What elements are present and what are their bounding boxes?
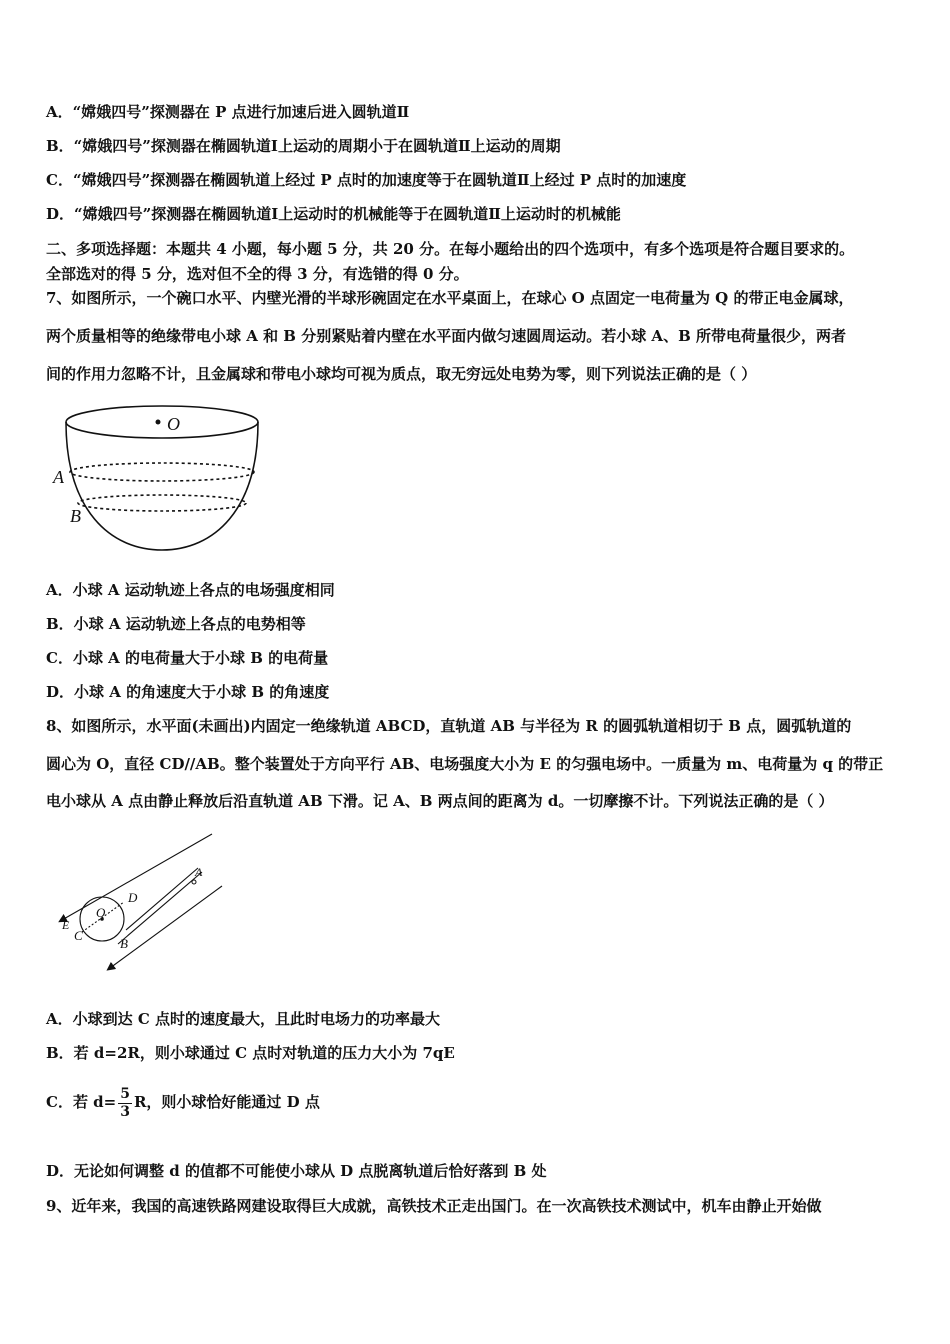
- q7-stem-line3: 间的作用力忽略不计，且金属球和带电小球均可视为质点，取无穷远处电势为零，则下列说法正确的是（ ）: [46, 365, 757, 383]
- label-e: E: [62, 918, 70, 932]
- q7-option-d: D．小球 A 的角速度大于小球 B 的角速度: [46, 683, 330, 701]
- q8-track-figure: [52, 828, 232, 978]
- q6-option-a: A．“嫦娥四号”探测器在 P 点进行加速后进入圆轨道Ⅱ: [46, 103, 410, 121]
- section2-heading-line1: 二、多项选择题：本题共 4 小题，每小题 5 分，共 20 分。在每小题给出的四个选项中，有多个选项是符合题目要求的。: [46, 240, 855, 258]
- q7-option-c: C．小球 A 的电荷量大于小球 B 的电荷量: [46, 649, 329, 667]
- label-c: C: [74, 928, 83, 943]
- label-a: A: [53, 467, 64, 487]
- q7-stem-line1: 7、如图所示，一个碗口水平、内壁光滑的半球形碗固定在水平桌面上，在球心 O 点固定一电荷量为 Q 的带正电金属球，: [46, 289, 854, 307]
- q7-stem-line2: 两个质量相等的绝缘带电小球 A 和 B 分别紧贴着内壁在水平面内做匀速圆周运动。若小球 A、B 所带电荷量很少，两者: [46, 327, 846, 345]
- orbit-a: [70, 463, 254, 481]
- track-ab-outer: [118, 872, 202, 944]
- q7-option-b: B．小球 A 运动轨迹上各点的电势相等: [46, 615, 306, 633]
- q6-option-b: B．“嫦娥四号”探测器在椭圆轨道Ⅰ上运动的周期小于在圆轨道Ⅱ上运动的周期: [46, 137, 561, 155]
- q8-stem-line1: 8、如图所示，水平面(未画出)内固定一绝缘轨道 ABCD，直轨道 AB 与半径为 R 的圆弧轨道相切于 B 点，圆弧轨道的: [46, 717, 852, 735]
- field-line-bottom: [110, 886, 222, 968]
- q8-option-a: A．小球到达 C 点时的速度最大，且此时电场力的功率最大: [46, 1010, 441, 1028]
- label-a: A: [195, 865, 203, 879]
- bowl-rim: [66, 406, 258, 438]
- fraction-numerator: 5: [120, 1085, 130, 1102]
- label-o: O: [167, 414, 180, 434]
- label-o: O: [96, 905, 106, 920]
- bowl-body: [66, 422, 258, 550]
- q8-option-c-suffix: R，则小球恰好能通过 D 点: [133, 1093, 320, 1111]
- center-dot: [156, 420, 161, 425]
- q8-stem-line2: 圆心为 O，直径 CD//AB。整个装置处于方向平行 AB、电场强度大小为 E 的匀强电场中。一质量为 m、电荷量为 q 的带正: [46, 755, 884, 773]
- q8-option-d: D．无论如何调整 d 的值都不可能使小球从 D 点脱离轨道后恰好落到 B 处: [46, 1162, 547, 1180]
- label-b: B: [120, 936, 128, 951]
- q8-option-c: [46, 1082, 320, 1122]
- q6-option-c: C．“嫦娥四号”探测器在椭圆轨道上经过 P 点时的加速度等于在圆轨道Ⅱ上经过 P 点时的加速度: [46, 171, 687, 189]
- label-d: D: [128, 890, 138, 905]
- q6-option-d: D．“嫦娥四号”探测器在椭圆轨道Ⅰ上运动时的机械能等于在圆轨道Ⅱ上运动时的机械能: [46, 205, 621, 223]
- q9-stem-line1: 9、近年来，我国的高速铁路网建设取得巨大成就，高铁技术正走出国门。在一次高铁技术测试中，机车由静止开始做: [46, 1197, 822, 1215]
- fraction: [118, 1086, 132, 1121]
- field-line-top: [62, 834, 212, 920]
- fraction-denominator: 3: [120, 1103, 130, 1120]
- point-a: [192, 880, 196, 884]
- orbit-b: [78, 495, 246, 511]
- q8-option-c-prefix: C．若 d=: [46, 1093, 117, 1111]
- q7-bowl-figure: [50, 400, 270, 560]
- q8-option-b: B．若 d=2R，则小球通过 C 点时对轨道的压力大小为 7qE: [46, 1044, 455, 1062]
- q8-stem-line3: 电小球从 A 点由静止释放后沿直轨道 AB 下滑。记 A、B 两点间的距离为 d。一切摩擦不计。下列说法正确的是（ ）: [46, 792, 834, 810]
- section2-heading-line2: 全部选对的得 5 分，选对但不全的得 3 分，有选错的得 0 分。: [46, 265, 469, 283]
- q7-option-a: A．小球 A 运动轨迹上各点的电场强度相同: [46, 581, 335, 599]
- label-b: B: [70, 506, 81, 526]
